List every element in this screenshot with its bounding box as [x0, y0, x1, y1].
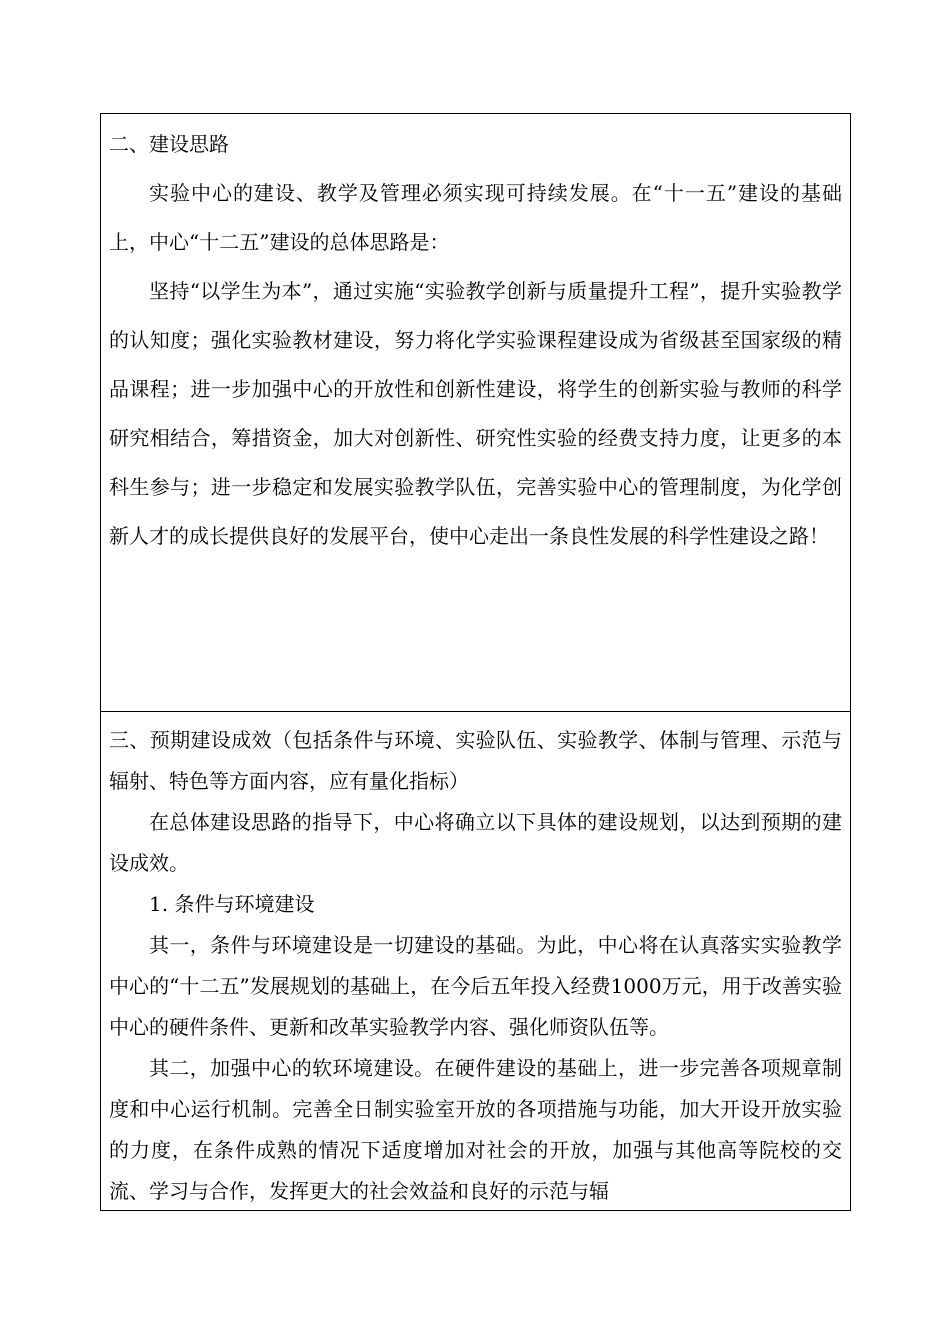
section-expected-outcomes: [101, 712, 850, 1210]
section-construction-approach: [101, 114, 850, 712]
list-item-title: 1. 条件与环境建设: [149, 892, 315, 916]
paragraph: 实验中心的建设、教学及管理必须实现可持续发展。在“十一五”建设的基础上，中心“十二五”建设的总体思路是：: [109, 181, 842, 254]
section-heading: 二、建设思路: [109, 132, 229, 156]
paragraph: 其二，加强中心的软环境建设。在硬件建设的基础上，进一步完善各项规章制度和中心运行机制。完善全日制实验室开放的各项措施与功能，加大开设开放实验的力度，在条件成熟的情况下适度增加对社会的开放，加强与其他高等院校的交流、学习与合作，发挥更大的社会效益和良好的示范与辐: [109, 1056, 842, 1203]
section-heading: 三、预期建设成效（包括条件与环境、实验队伍、实验教学、体制与管理、示范与辐射、特色等方面内容，应有量化指标）: [109, 728, 842, 793]
paragraph: 坚持“以学生为本”，通过实施“实验教学创新与质量提升工程”，提升实验教学的认知度；强化实验教材建设，努力将化学实验课程建设成为省级甚至国家级的精品课程；进一步加强中心的开放性和创新性建设，将学生的创新实验与教师的科学研究相结合，筹措资金，加大对创新性、研究性实验的经费支持力度，让更多的本科生参与；进一步稳定和发展实验教学队伍，完善实验中心的管理制度，为化学创新人才的成长提供良好的发展平台，使中心走出一条良性发展的科学性建设之路！: [109, 279, 842, 548]
paragraph: 其一，条件与环境建设是一切建设的基础。为此，中心将在认真落实实验教学中心的“十二五”发展规划的基础上，在今后五年投入经费1000万元，用于改善实验中心的硬件条件、更新和改革实验教学内容、强化师资队伍等。: [109, 933, 842, 1039]
document-table: [100, 113, 851, 1211]
paragraph: 在总体建设思路的指导下，中心将确立以下具体的建设规划，以达到预期的建设成效。: [109, 810, 842, 875]
